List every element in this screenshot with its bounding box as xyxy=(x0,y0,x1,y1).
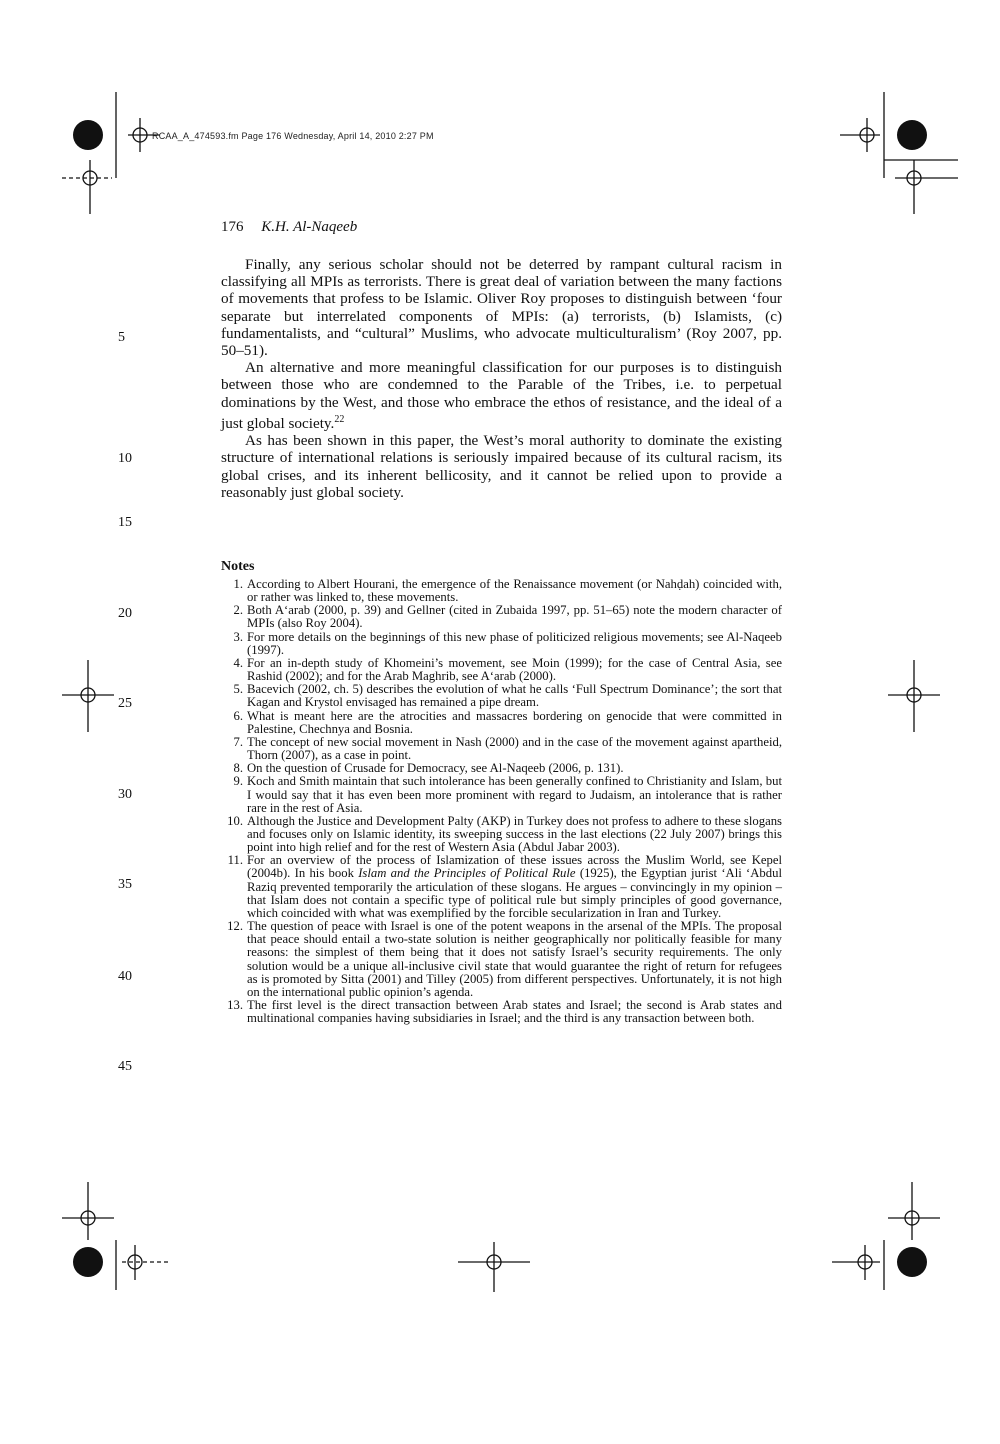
note-text: Both A‘arab (2000, p. 39) and Gellner (cited in Zubaida 1997, pp. 51–65) note the modern character of MPIs (also Roy 2004). xyxy=(247,603,782,631)
note-text: For an in-depth study of Khomeini’s movement, see Moin (1999); for the case of Central Asia, see Rashid (2002); and for the Arab Maghrib, see A‘arab (2000). xyxy=(247,655,782,684)
note-number: 1. xyxy=(233,577,243,591)
paragraph-2-text: An alternative and more meaningful classification for our purposes is to distinguish between those who are condemned to the Parable of the Tribes, i.e. to perpetual dominations by the West, and those who embrace the ethos of resistance, and the ideal of a just global society. xyxy=(221,359,782,432)
note-text xyxy=(247,854,782,920)
line-number: 35 xyxy=(118,877,132,892)
note-text: For more details on the beginnings of this new phase of politicized religious movements; see Al-Naqeeb (1997). xyxy=(247,629,782,657)
note-text: The first level is the direct transaction between Arab states and Israel; the second is Arab states and multinational companies having subsidiaries in Israel; and the third is any transaction between both. xyxy=(247,998,782,1026)
line-number: 30 xyxy=(118,787,132,802)
line-number: 20 xyxy=(118,606,132,621)
line-number: 15 xyxy=(118,515,132,530)
body-text xyxy=(221,256,782,501)
running-head xyxy=(221,219,357,236)
note-number: 11. xyxy=(227,853,243,868)
note-item xyxy=(221,815,782,854)
footnote-ref-22: 22 xyxy=(334,413,345,425)
note-number: 3. xyxy=(233,629,243,644)
note-text: Koch and Smith maintain that such intolerance has been generally confined to Christianity and Islam, but I would say that it has even been more prominent with regard to Judaism, an intolerance that is rather rare in the rest of Asia. xyxy=(247,774,782,815)
note-item xyxy=(221,736,782,762)
note-number: 10. xyxy=(227,813,243,828)
note-text: The question of peace with Israel is one of the potent weapons in the arsenal of the MPIs. The proposal that peace should entail a two-state solution is neither geographically nor politically feasible for many reasons: the simplest of them being that it does not satisfy Israel’s security requirements. The only solution would be a unique all-inclusive civil state that would guarantee the right of return for refugees as is promoted by Sitta (2001) and Tilley (2005) from different perspectives. Unfortunately, it is not high on the international public opinion’s agenda. xyxy=(247,919,782,999)
line-number: 25 xyxy=(118,696,132,711)
registration-dot-bottom-left xyxy=(73,1247,103,1277)
note-number: 12. xyxy=(227,919,243,934)
note-item xyxy=(221,683,782,709)
page-number: 176 xyxy=(221,219,244,235)
file-slug: RCAA_A_474593.fm Page 176 Wednesday, April 14, 2010 2:27 PM xyxy=(152,131,434,141)
note-item xyxy=(221,854,782,920)
note-text: What is meant here are the atrocities and massacres bordering on genocide that were committed in Palestine, Chechnya and Bosnia. xyxy=(247,708,782,736)
note-item xyxy=(221,999,782,1025)
note-number: 6. xyxy=(233,708,243,723)
note-number: 13. xyxy=(227,998,243,1012)
note-text-part: For an overview of the process of Islamization of these issues across the Muslim World, see Kepel (2004b). In his book xyxy=(247,853,782,881)
note-number: 7. xyxy=(233,734,243,749)
note-text: Bacevich (2002, ch. 5) describes the evolution of what he calls ‘Full Spectrum Dominance’; the sort that Kagan and Krystol envisaged has remained a pipe dream. xyxy=(247,682,782,710)
registration-dot-bottom-right xyxy=(897,1247,927,1277)
note-item xyxy=(221,775,782,814)
note-item xyxy=(221,631,782,657)
note-item xyxy=(221,604,782,630)
note-text: Although the Justice and Development Palty (AKP) in Turkey does not profess to adhere to these slogans and focuses only on Islamic identity, its sweeping success in the last elections (22 July 2007) brings this point into high relief and for the rest of Western Asia (Abdul Jabar 2003). xyxy=(247,813,782,855)
note-number: 2. xyxy=(233,603,243,618)
notes-list xyxy=(221,578,782,1025)
note-item xyxy=(221,578,782,604)
registration-dot-top-right xyxy=(897,120,927,150)
line-number: 10 xyxy=(118,451,132,466)
note-item xyxy=(221,920,782,999)
line-number: 40 xyxy=(118,969,132,984)
book-title: Islam and the Principles of Political Rule xyxy=(358,866,576,881)
note-item xyxy=(221,710,782,736)
note-number: 4. xyxy=(233,655,243,670)
line-number: 5 xyxy=(118,330,125,345)
note-number: 5. xyxy=(233,682,243,697)
note-text: According to Albert Hourani, the emergence of the Renaissance movement (or Nahḍah) coincided with, or rather was linked to, these movements. xyxy=(247,577,782,605)
note-text-part: (1925), the Egyptian jurist ‘Ali ‘Abdul Raziq prevented temporarily the articulation of these slogans. He argues – convincingly in my opinion – that Islam does not contain a specific type of political rule but simply principles of good governance, which coincided with what was exemplified by the forcible secularization in Iran and Turkey. xyxy=(247,866,782,920)
note-number: 8. xyxy=(233,761,243,776)
paragraph-1: Finally, any serious scholar should not be deterred by rampant cultural racism in classifying all MPIs as terrorists. There is great deal of variation between the many factions of movements that profess to be Islamic. Oliver Roy proposes to distinguish between ‘four separate but interrelated components of MPIs: (a) terrorists, (b) Islamists, (c) fundamentalists, and “cultural” Muslims, who advocate multiculturalism’ (Roy 2007, pp. 50–51). xyxy=(221,256,782,360)
paragraph-3: As has been shown in this paper, the West’s moral authority to dominate the existing structure of international relations is seriously impaired because of its cultural racism, its global crises, and its inherent bellicosity, and it cannot be relied upon to provide a reasonably just global society. xyxy=(221,432,782,501)
note-item xyxy=(221,657,782,683)
registration-dot-top-left xyxy=(73,120,103,150)
running-head-author: K.H. Al-Naqeeb xyxy=(261,219,358,235)
paragraph-2 xyxy=(221,359,782,432)
note-number: 9. xyxy=(233,774,243,789)
note-text: On the question of Crusade for Democracy, see Al-Naqeeb (2006, p. 131). xyxy=(247,761,624,776)
line-number: 45 xyxy=(118,1059,132,1074)
notes-heading: Notes xyxy=(221,559,255,574)
note-text: The concept of new social movement in Nash (2000) and in the case of the movement against apartheid, Thorn (2007), as a case in point. xyxy=(247,734,782,763)
